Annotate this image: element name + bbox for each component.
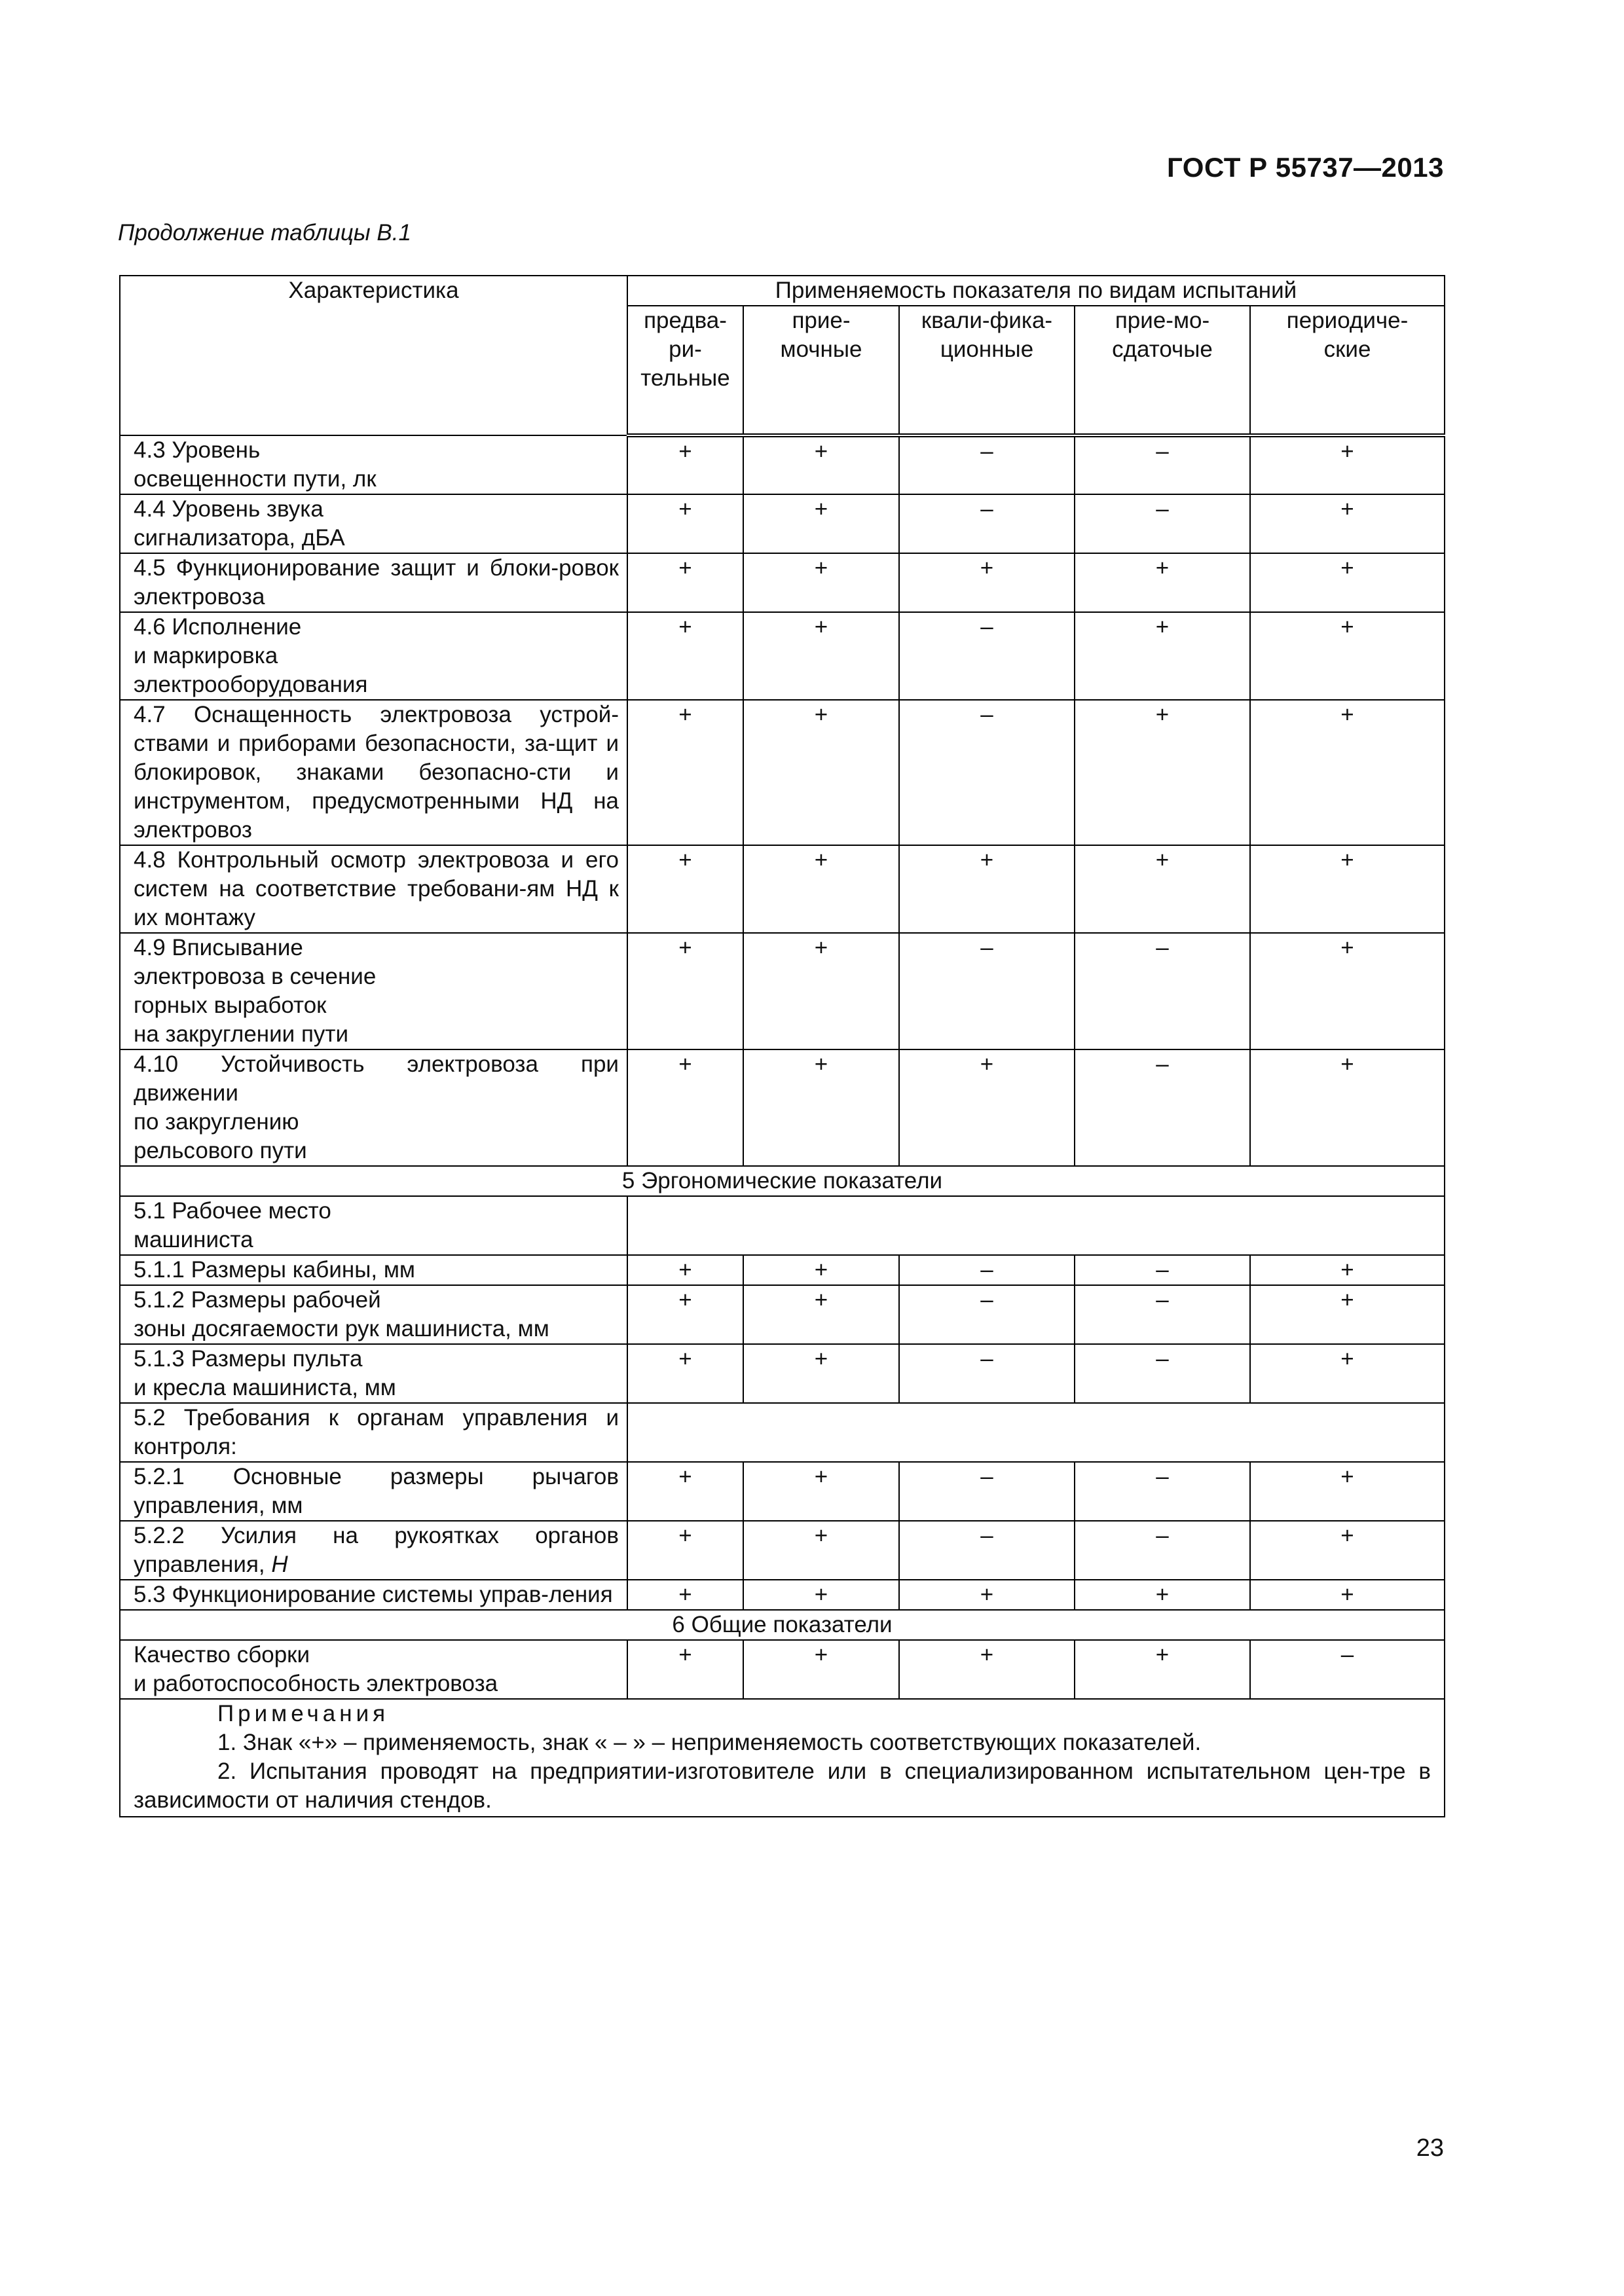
table-body-section-6-rows [120, 1640, 1445, 1699]
characteristic-cell: Качество сборки и работоспособность электровоза [120, 1640, 627, 1699]
table-row [120, 1196, 1445, 1255]
applicability-cell: + [743, 553, 899, 612]
applicability-cell: – [1075, 933, 1250, 1049]
table-row [120, 1344, 1445, 1403]
notes-title: Примечания [217, 1701, 390, 1726]
applicability-cell: + [743, 845, 899, 933]
page-number: 23 [1416, 2134, 1444, 2162]
applicability-cell: – [899, 1521, 1075, 1580]
applicability-cell: + [627, 1285, 743, 1344]
table-continuation-caption: Продолжение таблицы В.1 [118, 220, 411, 246]
table-row [120, 1521, 1445, 1580]
applicability-cell: + [899, 1640, 1075, 1699]
characteristic-cell: 4.10 Устойчивость электровоза при движении по закруглению рельсового пути [120, 1049, 627, 1166]
applicability-cell: – [899, 1255, 1075, 1285]
section-heading-general: 6 Общие показатели [120, 1610, 1445, 1640]
applicability-cell: + [743, 494, 899, 553]
applicability-cell: + [627, 1049, 743, 1166]
applicability-cell: – [899, 1285, 1075, 1344]
table-header [120, 276, 1445, 435]
applicability-cell: – [1075, 1049, 1250, 1166]
applicability-cell: + [743, 1285, 899, 1344]
applicability-cell: – [1075, 494, 1250, 553]
table-row [120, 845, 1445, 933]
applicability-cell: + [627, 612, 743, 700]
applicability-cell: + [743, 933, 899, 1049]
applicability-cell: + [1250, 933, 1445, 1049]
applicability-cell: + [1250, 1255, 1445, 1285]
applicability-cell: + [1250, 612, 1445, 700]
applicability-cell: + [627, 1462, 743, 1521]
header-periodic: периодиче- ские [1250, 306, 1445, 435]
header-characteristic: Характеристика [120, 276, 627, 435]
applicability-cell: + [627, 933, 743, 1049]
applicability-cell: – [899, 435, 1075, 494]
table-row [120, 1462, 1445, 1521]
table-row [120, 1403, 1445, 1462]
characteristic-cell: 5.2.2 Усилия на рукоятках органов управления, Н [120, 1521, 627, 1580]
characteristic-cell: 4.8 Контрольный осмотр электровоза и его систем на соответствие требовани-ям НД к их монтажу [120, 845, 627, 933]
table-body-section-6 [120, 1610, 1445, 1640]
unit-symbol: Н [271, 1552, 288, 1577]
applicability-cell: + [899, 1580, 1075, 1610]
applicability-cell: – [1075, 1521, 1250, 1580]
applicability-cell: + [1250, 1462, 1445, 1521]
characteristic-cell: 5.1.2 Размеры рабочей зоны досягаемости рук машиниста, мм [120, 1285, 627, 1344]
applicability-cell: + [627, 435, 743, 494]
table-notes [120, 1699, 1445, 1817]
applicability-cell: + [743, 612, 899, 700]
applicability-cell: + [1250, 1344, 1445, 1403]
applicability-cell: + [1250, 1049, 1445, 1166]
applicability-cell: + [627, 1255, 743, 1285]
applicability-cell: – [1075, 1255, 1250, 1285]
applicability-cell: + [899, 1049, 1075, 1166]
characteristic-cell: 5.1.1 Размеры кабины, мм [120, 1255, 627, 1285]
characteristic-cell: 4.7 Оснащенность электровоза устрой-ствами и приборами безопасности, за-щит и блокировок, знаками безопасно-сти и инструментом, предусмотренными НД на электровоз [120, 700, 627, 845]
note-2: 2. Испытания проводят на предприятии-изготовителе или в специализированном испытательном цен-тре в зависимости от наличия стендов. [134, 1758, 1431, 1813]
applicability-cell: + [1250, 700, 1445, 845]
characteristic-cell: 4.3 Уровень освещенности пути, лк [120, 435, 627, 494]
table-row [120, 1049, 1445, 1166]
applicability-cell: + [743, 700, 899, 845]
table-row [120, 612, 1445, 700]
applicability-cell: + [899, 845, 1075, 933]
applicability-cell: + [1075, 612, 1250, 700]
note-1: 1. Знак «+» – применяемость, знак « – » – неприменяемость соответствующих показателей. [217, 1730, 1202, 1755]
applicability-cell: + [1250, 845, 1445, 933]
applicability-cell: + [1075, 1640, 1250, 1699]
applicability-cell: – [1075, 1462, 1250, 1521]
characteristic-cell: 4.4 Уровень звука сигнализатора, дБА [120, 494, 627, 553]
characteristic-cell: 5.2 Требования к органам управления и контроля: [120, 1403, 627, 1462]
table-row [120, 494, 1445, 553]
applicability-cell: – [899, 612, 1075, 700]
table-body-section-4 [120, 435, 1445, 1166]
characteristic-cell: 4.5 Функционирование защит и блоки-ровок электровоза [120, 553, 627, 612]
characteristic-cell: 5.1 Рабочее место машиниста [120, 1196, 627, 1255]
applicability-cell: + [743, 1049, 899, 1166]
applicability-cell: – [1075, 1285, 1250, 1344]
characteristic-cell: 5.2.1 Основные размеры рычагов управления, мм [120, 1462, 627, 1521]
applicability-cell: – [1075, 435, 1250, 494]
applicability-cell: + [627, 1344, 743, 1403]
applicability-cell: + [1250, 435, 1445, 494]
characteristic-cell: 5.3 Функционирование системы управ-ления [120, 1580, 627, 1610]
empty-applicability-cell [627, 1196, 1445, 1255]
applicability-cell: + [899, 553, 1075, 612]
applicability-cell: + [1250, 553, 1445, 612]
applicability-cell: – [899, 933, 1075, 1049]
applicability-cell: – [899, 1344, 1075, 1403]
applicability-cell: + [627, 1580, 743, 1610]
applicability-cell: – [1075, 1344, 1250, 1403]
table-row [120, 1285, 1445, 1344]
applicability-cell: + [743, 1255, 899, 1285]
applicability-cell: + [743, 1462, 899, 1521]
applicability-cell: + [1250, 1521, 1445, 1580]
section-heading-ergonomic: 5 Эргономические показатели [120, 1166, 1445, 1196]
header-preliminary: предва- ри- тельные [627, 306, 743, 435]
applicability-cell: + [1250, 494, 1445, 553]
applicability-cell: + [743, 435, 899, 494]
table-row [120, 1580, 1445, 1610]
applicability-cell: + [1075, 553, 1250, 612]
header-acceptance: прие- мочные [743, 306, 899, 435]
applicability-cell: + [627, 1640, 743, 1699]
empty-applicability-cell [627, 1403, 1445, 1462]
characteristic-cell: 4.6 Исполнение и маркировка электрооборудования [120, 612, 627, 700]
applicability-cell: + [627, 700, 743, 845]
table-row [120, 553, 1445, 612]
applicability-cell: + [627, 553, 743, 612]
applicability-cell: + [1075, 700, 1250, 845]
applicability-cell: – [899, 700, 1075, 845]
applicability-cell: + [743, 1521, 899, 1580]
applicability-cell: + [1250, 1285, 1445, 1344]
applicability-cell: + [627, 1521, 743, 1580]
header-test-types: Применяемость показателя по видам испытаний [627, 276, 1445, 306]
applicability-cell: + [1250, 1580, 1445, 1610]
characteristic-cell: 4.9 Вписывание электровоза в сечение горных выработок на закруглении пути [120, 933, 627, 1049]
table-body-section-5-rows [120, 1196, 1445, 1610]
header-qualification: квали-фика- ционные [899, 306, 1075, 435]
notes-cell [120, 1699, 1445, 1817]
applicability-cell: – [899, 1462, 1075, 1521]
applicability-cell: + [627, 845, 743, 933]
applicability-cell: + [1075, 1580, 1250, 1610]
table-row [120, 435, 1445, 494]
document-code: ГОСТ Р 55737—2013 [1167, 152, 1444, 183]
applicability-cell: – [1250, 1640, 1445, 1699]
header-delivery: прие-мо- сдаточые [1075, 306, 1250, 435]
applicability-cell: + [627, 494, 743, 553]
applicability-table [119, 275, 1445, 1817]
table-body-section-5 [120, 1166, 1445, 1196]
table-row [120, 700, 1445, 845]
applicability-cell: + [743, 1580, 899, 1610]
applicability-cell: + [743, 1640, 899, 1699]
applicability-cell: + [1075, 845, 1250, 933]
applicability-cell: + [743, 1344, 899, 1403]
table-row [120, 1255, 1445, 1285]
characteristic-cell: 5.1.3 Размеры пульта и кресла машиниста, мм [120, 1344, 627, 1403]
applicability-cell: – [899, 494, 1075, 553]
table-row [120, 933, 1445, 1049]
table-row [120, 1640, 1445, 1699]
